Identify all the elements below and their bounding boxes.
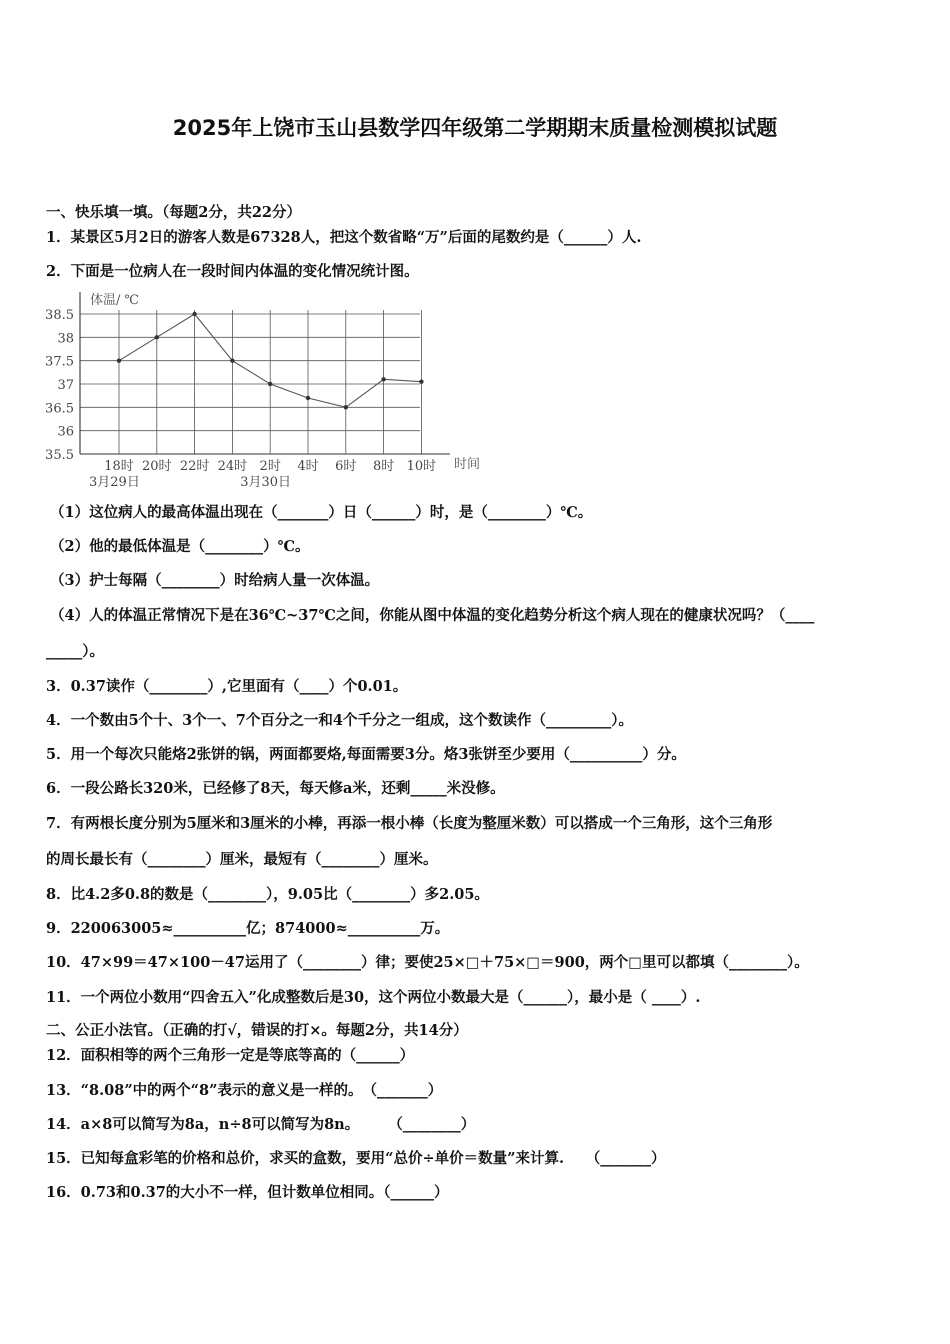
y-tick-label: 37 <box>57 378 74 393</box>
question-15: 15．已知每盒彩笔的价格和总价，求买的盒数，要用“总价÷单价＝数量”来计算. （_______） <box>46 1150 666 1167</box>
section-1-heading: 一、快乐填一填。（每题2分，共22分） <box>46 204 302 221</box>
question-2-4: （4）人的体温正常情况下是在36℃~37℃之间，你能从图中体温的变化趋势分析这个病人现在的健康状况吗？（____ <box>50 607 815 624</box>
x-tick-label: 18时 <box>104 459 134 474</box>
x-tick-label: 10时 <box>406 459 437 474</box>
question-9: 9．220063005≈__________亿；874000≈__________万。 <box>46 920 450 937</box>
y-axis-label: 体温/ ℃ <box>90 293 140 308</box>
question-2-1: （1）这位病人的最高体温出现在（_______）日（______）时，是（________）℃。 <box>50 504 593 521</box>
date-label-2: 3月30日 <box>240 475 292 490</box>
x-tick-label: 6时 <box>335 459 357 474</box>
x-tick-label: 20时 <box>142 459 172 474</box>
y-tick-label: 38 <box>57 331 74 347</box>
question-11: 11．一个两位小数用“四舍五入”化成整数后是30，这个两位小数最大是（______），最小是（ ____）. <box>46 989 701 1006</box>
question-7-cont: 的周长最长有（________）厘米，最短有（________）厘米。 <box>46 851 438 868</box>
x-axis-label: 时间 <box>454 457 481 472</box>
y-tick-label: 38.5 <box>45 308 74 323</box>
x-tick-label: 22时 <box>179 459 210 474</box>
question-8: 8．比4.2多0.8的数是（________），9.05比（________）多2.05。 <box>46 886 489 903</box>
question-2-3: （3）护士每隔（________）时给病人量一次体温。 <box>50 572 380 589</box>
data-point <box>419 379 423 383</box>
question-3: 3．0.37读作（________）,它里面有（____）个0.01。 <box>46 678 408 695</box>
x-tick-label: 4时 <box>297 459 319 474</box>
question-7: 7．有两根长度分别为5厘米和3厘米的小棒，再添一根小棒（长度为整厘米数）可以搭成一个三角形，这个三角形 <box>46 815 773 832</box>
temperature-line-chart <box>42 284 502 490</box>
data-point <box>155 335 159 339</box>
date-label-1: 3月29日 <box>89 475 140 490</box>
y-tick-label: 37.5 <box>45 354 74 370</box>
data-point <box>344 405 348 409</box>
data-point <box>230 358 234 362</box>
x-tick-label: 24时 <box>217 459 248 474</box>
question-1: 1．某景区5月2日的游客人数是67328人，把这个数省略“万”后面的尾数约是（______）人. <box>46 229 642 246</box>
data-point <box>306 396 310 400</box>
chart-svg <box>42 284 502 490</box>
data-point <box>192 312 196 316</box>
y-tick-label: 36 <box>57 424 74 440</box>
question-4: 4．一个数由5个十、3个一、7个百分之一和4个千分之一组成，这个数读作（_________）。 <box>46 712 633 729</box>
question-12: 12．面积相等的两个三角形一定是等底等高的（______） <box>46 1047 415 1064</box>
question-2-4-cont: _____）。 <box>46 643 104 660</box>
question-5: 5．用一个每次只能烙2张饼的锅，两面都要烙,每面需要3分。烙3张饼至少要用（__________）分。 <box>46 746 686 763</box>
data-point <box>381 377 385 381</box>
page-title: 2025年上饶市玉山县数学四年级第二学期期末质量检测模拟试题 <box>172 116 778 140</box>
section-2-heading: 二、公正小法官。（正确的打√，错误的打×。每题2分，共14分） <box>46 1022 468 1039</box>
data-point <box>117 358 121 362</box>
question-16: 16．0.73和0.37的大小不一样，但计数单位相同。（______） <box>46 1184 449 1201</box>
question-14: 14．a×8可以简写为8a，n÷8可以简写为8n。 （________） <box>46 1116 476 1133</box>
question-6: 6．一段公路长320米，已经修了8天，每天修a米，还剩_____米没修。 <box>46 780 505 797</box>
question-13: 13．“8.08”中的两个“8”表示的意义是一样的。 （_______） <box>46 1082 443 1099</box>
data-point <box>268 382 272 386</box>
x-tick-label: 2时 <box>259 459 281 474</box>
question-2-2: （2）他的最低体温是（________）℃。 <box>50 538 310 555</box>
x-tick-label: 8时 <box>372 459 395 474</box>
question-10: 10．47×99＝47×100－47运用了（________）律；要使25×□＋75×□＝900，两个□里可以都填（________）。 <box>46 954 809 971</box>
question-2: 2．下面是一位病人在一段时间内体温的变化情况统计图。 <box>46 263 419 280</box>
y-tick-label: 35.5 <box>45 448 74 463</box>
y-tick-label: 36.5 <box>45 401 74 417</box>
